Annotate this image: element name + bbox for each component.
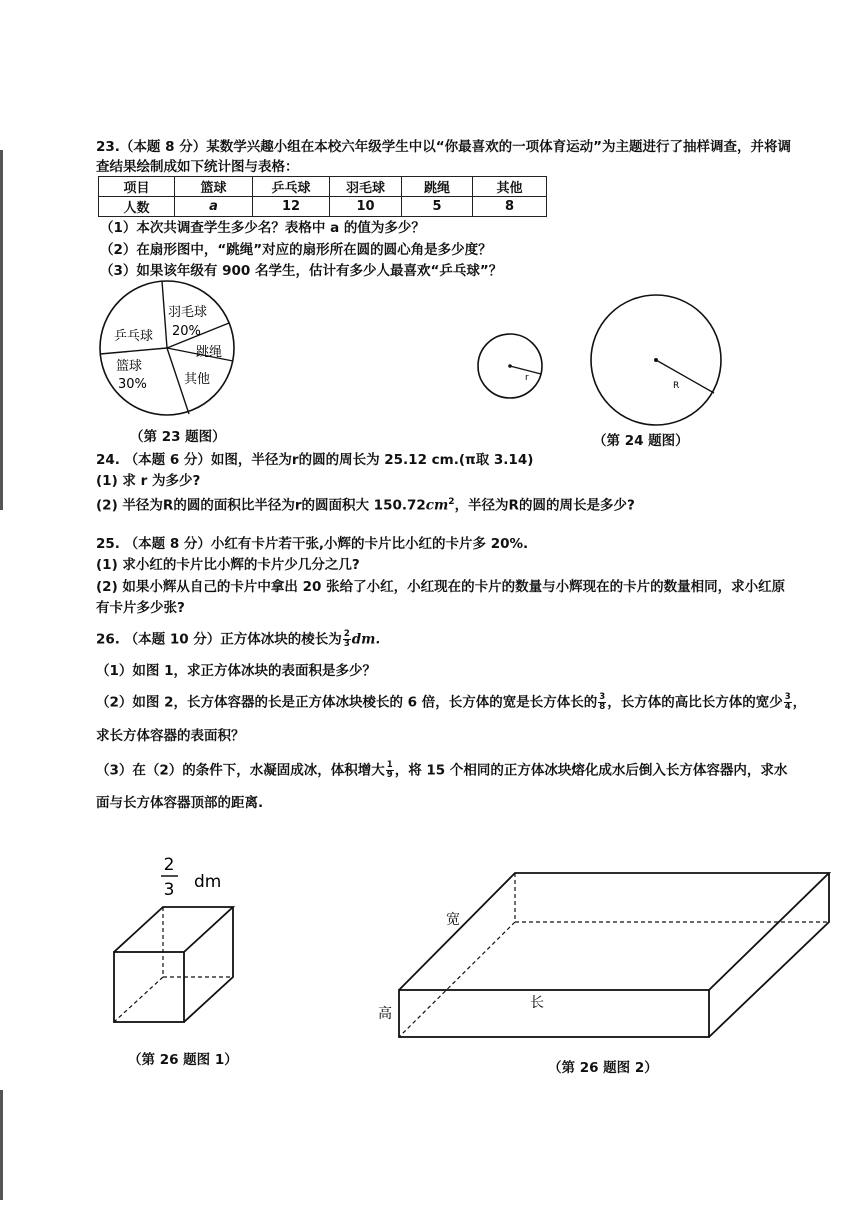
- q23-caption: （第 23 题图）: [130, 429, 226, 445]
- q26-stem: [96, 630, 380, 649]
- q23-sub3: （3）如果该年级有 900 名学生，估计有多少人最喜欢“乒乓球”？: [100, 263, 503, 279]
- cube-unit: dm: [194, 872, 222, 892]
- table-header-cell: 其他: [473, 177, 547, 197]
- q23-sub2: （2）在扇形图中，“跳绳”对应的扇形所在圆的圆心角是多少度？: [100, 242, 492, 258]
- q24-sub1: (1) 求 r 为多少?: [96, 473, 201, 489]
- volume-fraction-num: 1: [386, 760, 393, 770]
- cube-top-face: [114, 907, 233, 952]
- q26-cuboid-figure: [370, 860, 840, 1045]
- q25-sub2-line2: 有卡片多少张?: [96, 600, 185, 616]
- height-fraction-den: 4: [784, 702, 791, 712]
- edge-fraction: [343, 630, 351, 649]
- edge-fraction-num: 2: [343, 629, 350, 639]
- q24-sub2-text-a: (2) 半径为R的圆的面积比半径为r的圆面积大 150.72: [96, 497, 426, 514]
- table-header-cell: 羽毛球: [330, 177, 402, 197]
- pie-divider: [162, 281, 167, 348]
- table-cell: a: [175, 197, 253, 217]
- large-circle-radius: [656, 360, 714, 393]
- q26-cube-figure: [100, 850, 250, 1030]
- q26-fig2-caption: （第 26 题图 2）: [548, 1060, 658, 1076]
- edge-fraction-den: 3: [343, 639, 350, 649]
- pie-label-basketball: 篮球: [116, 359, 143, 374]
- q25-stem: 25. （本题 8 分）小红有卡片若干张,小辉的卡片比小红的卡片多 20%.: [96, 536, 529, 552]
- table-header-row: [99, 177, 547, 197]
- table-row-label: 人数: [99, 197, 175, 217]
- cuboid-height-label: 高: [378, 1006, 392, 1022]
- q26-stem-unit: dm.: [351, 631, 381, 648]
- cube-fraction-den: 3: [163, 880, 175, 900]
- cuboid-front-face: [399, 990, 709, 1037]
- q24-sub2-sup: 2: [448, 497, 455, 507]
- scan-edge-mark: [0, 150, 3, 510]
- radius-label-r: r: [525, 373, 529, 383]
- q23-stem-line1: 23.（本题 8 分）某数学兴趣小组在本校六年级学生中以“你最喜欢的一项体育运动”为主题进行了抽样调查，并将调: [96, 139, 791, 155]
- pie-label-badminton: 羽毛球: [168, 305, 208, 320]
- q26-stem-text: 26. （本题 10 分）正方体冰块的棱长为: [96, 631, 342, 648]
- table-header-cell: 跳绳: [402, 177, 473, 197]
- q26-fig1-caption: （第 26 题图 1）: [128, 1052, 238, 1068]
- cuboid-length-label: 长: [530, 995, 544, 1011]
- q24-large-circle-figure: [585, 292, 730, 432]
- cuboid-hidden-edge: [399, 922, 515, 1037]
- height-fraction-num: 3: [784, 692, 791, 702]
- cuboid-width-label: 宽: [446, 912, 460, 928]
- pie-divider: [100, 348, 167, 354]
- width-fraction-den: 8: [599, 702, 606, 712]
- table-cell: 8: [473, 197, 547, 217]
- table-cell: 10: [330, 197, 402, 217]
- table-cell: 12: [253, 197, 330, 217]
- q26-sub2-line2: 求长方体容器的表面积？: [96, 728, 245, 744]
- cube-right-face: [184, 907, 233, 1022]
- table-header-label: 项目: [99, 177, 175, 197]
- q26-sub1: （1）如图 1，求正方体冰块的表面积是多少？: [96, 663, 376, 679]
- radius-label-R: R: [673, 381, 680, 391]
- q24-sub2-unit: cm: [425, 497, 449, 514]
- q24-sub2: [96, 493, 635, 515]
- width-fraction: [598, 693, 606, 712]
- pie-label-badminton-pct: 20%: [172, 324, 201, 339]
- table-row: [99, 197, 547, 217]
- cube-hidden-edge: [114, 977, 163, 1022]
- q23-stem-line2: 查结果绘制成如下统计图与表格：: [96, 159, 299, 175]
- height-fraction: [784, 693, 792, 712]
- q26-sub3-line1: [96, 761, 787, 780]
- scan-edge-mark-lower: [0, 1090, 3, 1200]
- q25-sub2-line1: (2) 如果小辉从自己的卡片中拿出 20 张给了小红，小红现在的卡片的数量与小辉现在的卡片的数量相同，求小红原: [96, 579, 786, 595]
- q23-table: [98, 176, 547, 217]
- q26-sub2-text-b: ，长方体的高比长方体的宽少: [607, 694, 783, 711]
- table-cell: 5: [402, 197, 473, 217]
- q24-stem: 24. （本题 6 分）如图，半径为r的圆的周长为 25.12 cm.(π取 3.14): [96, 452, 534, 468]
- q24-sub2-text-b: ，半径为R的圆的周长是多少?: [454, 497, 635, 514]
- table-header-cell: 篮球: [175, 177, 253, 197]
- q26-sub2-line1: [96, 693, 806, 712]
- q25-sub1: (1) 求小红的卡片比小辉的卡片少几分之几?: [96, 557, 360, 573]
- q26-sub2-text-a: （2）如图 2，长方体容器的长是正方体冰块棱长的 6 倍，长方体的宽是长方体长的: [96, 694, 598, 711]
- volume-fraction: [386, 761, 394, 780]
- cube-front-face: [114, 952, 184, 1022]
- q24-caption: （第 24 题图）: [593, 433, 689, 449]
- pie-label-pingpong: 乒乓球: [114, 329, 154, 344]
- pie-label-rope: 跳绳: [196, 345, 223, 360]
- width-fraction-num: 3: [599, 692, 606, 702]
- table-header-cell: 乒乓球: [253, 177, 330, 197]
- q26-sub3-line2: 面与长方体容器顶部的距离.: [96, 795, 264, 811]
- q23-sub1: （1）本次共调查学生多少名？表格中 a 的值为多少？: [100, 220, 425, 236]
- pie-label-other: 其他: [184, 372, 211, 387]
- q26-sub2-text-c: ，: [792, 694, 807, 711]
- q26-sub3-text-b: ，将 15 个相同的正方体冰块熔化成水后倒入长方体容器内，求水: [394, 762, 788, 779]
- q23-pie-figure: [90, 278, 250, 428]
- cuboid-right-face: [709, 873, 829, 1037]
- pie-label-basketball-pct: 30%: [118, 377, 147, 392]
- volume-fraction-den: 9: [386, 770, 393, 780]
- cube-fraction-num: 2: [163, 855, 175, 875]
- q24-small-circle-figure: [470, 330, 550, 405]
- q26-sub3-text-a: （3）在（2）的条件下，水凝固成冰，体积增大: [96, 762, 385, 779]
